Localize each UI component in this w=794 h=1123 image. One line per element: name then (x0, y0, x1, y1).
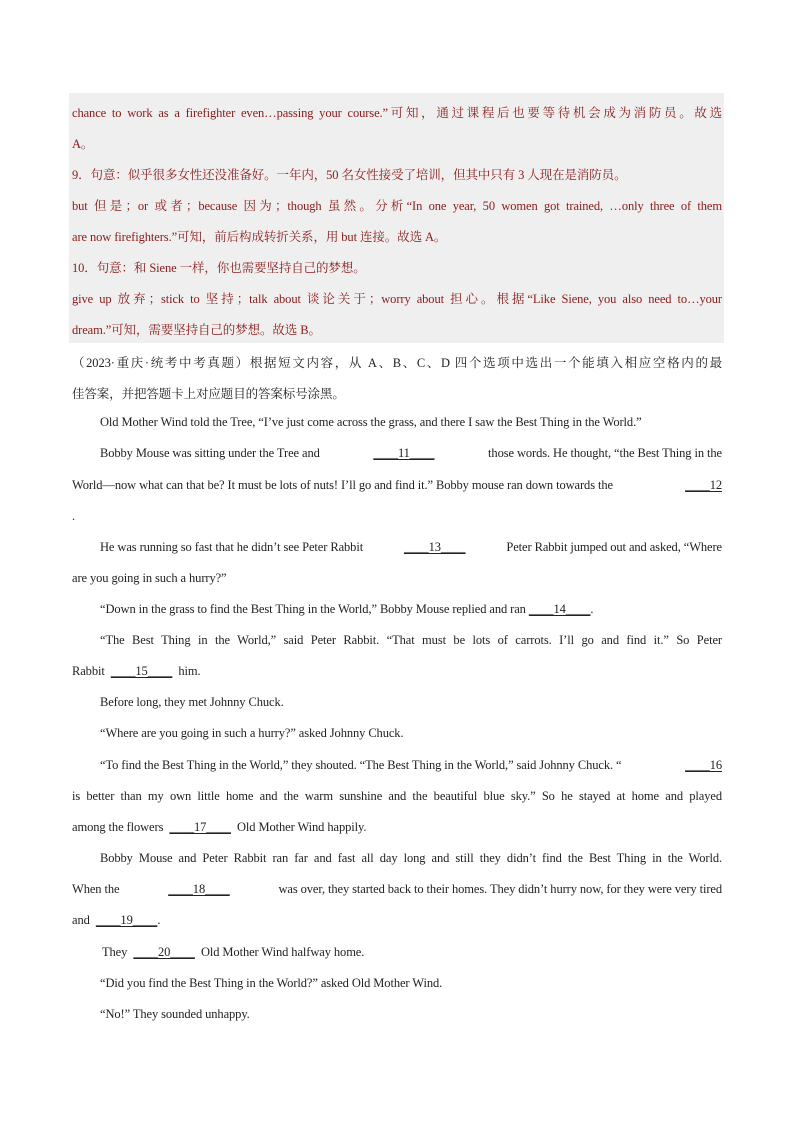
passage-text: Peter Rabbit jumped out and asked, “Where (506, 540, 722, 554)
passage-line (102, 945, 364, 960)
passage-text: “Down in the grass to find the Best Thing in the World,” Bobby Mouse replied and ran (100, 602, 526, 616)
passage-line (72, 664, 201, 679)
passage-text: Rabbit (72, 664, 105, 678)
answer-line: give up 放弃；stick to 坚持；talk about 谈论关于；worry about 担心。根据“Like Siene, you also need to…your (72, 292, 722, 306)
passage-line: . (72, 509, 76, 523)
blank-14: ____14____ (528, 602, 591, 616)
passage-text: was over, they started back to their homes. They didn’t hurry now, for they were very tired (278, 882, 722, 896)
blank-12: ____12 (685, 478, 722, 492)
passage-line (100, 540, 722, 555)
answer-line: 9．句意：似乎很多女性还没准备好。一年内，50 名女性接受了培训，但其中只有 3 人现在是消防员。 (72, 168, 627, 182)
passage-line: “Where are you going in such a hurry?” asked Johnny Chuck. (100, 726, 404, 740)
instruction-line: 佳答案，并把答题卡上对应题目的答案标号涂黑。 (72, 387, 345, 401)
blank-18: ____18____ (168, 882, 230, 896)
passage-line: is better than my own little home and the warm sunshine and the beautiful blue sky.” So he stayed at home and played (72, 789, 722, 803)
passage-line (100, 602, 593, 617)
passage-text: . (590, 602, 594, 616)
answer-line: A。 (72, 137, 94, 151)
blank-11: ____11____ (373, 446, 435, 460)
passage-line: “The Best Thing in the World,” said Peter Rabbit. “That must be lots of carrots. I’ll go and find it.” So Peter (100, 633, 722, 647)
passage-text: World—now what can that be? It must be lots of nuts! I’ll go and find it.” Bobby mouse ran down towards the (72, 478, 613, 492)
passage-text: Old Mother Wind happily. (236, 820, 367, 834)
passage-text: him. (178, 664, 201, 678)
passage-line (100, 758, 722, 773)
answer-line: are now firefighters.”可知，前后构成转折关系，用 but 连接。故选 A。 (72, 230, 447, 244)
answer-line: 10．句意：和 Siene 一样，你也需要坚持自己的梦想。 (72, 261, 366, 275)
blank-17: ____17____ (169, 820, 231, 834)
passage-text: They (102, 945, 128, 959)
passage-text: Bobby Mouse was sitting under the Tree and (100, 446, 320, 460)
blank-20: ____20____ (133, 945, 195, 959)
passage-line: Old Mother Wind told the Tree, “I’ve just come across the grass, and there I saw the Best Thing in the World.” (100, 415, 642, 429)
blank-16: ____16 (685, 758, 722, 772)
blank-19: ____19____ (95, 913, 158, 927)
passage-line: are you going in such a hurry?” (72, 571, 227, 585)
blank-15: ____15____ (110, 664, 173, 678)
passage-text: and (72, 913, 90, 927)
passage-line: Before long, they met Johnny Chuck. (100, 695, 284, 709)
passage-line: “No!” They sounded unhappy. (100, 1007, 250, 1021)
passage-line (72, 478, 722, 493)
passage-text: When the (72, 882, 120, 896)
passage-text: . (157, 913, 161, 927)
passage-line (100, 446, 722, 461)
passage-text: those words. He thought, “the Best Thing in the (488, 446, 722, 460)
instruction-line: （2023·重庆·统考中考真题）根据短文内容，从 A、B、C、D 四个选项中选出一个能填入相应空格内的最 (72, 356, 722, 370)
passage-line: “Did you find the Best Thing in the World?” asked Old Mother Wind. (100, 976, 443, 990)
answer-line: chance to work as a firefighter even…passing your course.”可知，通过课程后也要等待机会成为消防员。故选 (72, 106, 722, 120)
answer-line: dream.”可知，需要坚持自己的梦想。故选 B。 (72, 323, 321, 337)
passage-line (72, 820, 366, 835)
blank-13: ____13____ (403, 540, 466, 554)
answer-line: but 但是；or 或者；because 因为；though 虽然。分析“In one year, 50 women got trained, …only three of them (72, 199, 722, 213)
passage-line (72, 882, 722, 897)
passage-text: “To find the Best Thing in the World,” they shouted. “The Best Thing in the World,” said Johnny Chuck. “ (100, 758, 622, 772)
passage-line (72, 913, 160, 928)
passage-line: Bobby Mouse and Peter Rabbit ran far and fast all day long and still they didn’t find the Best Thing in the World. (100, 851, 722, 865)
passage-text: among the flowers (72, 820, 164, 834)
passage-text: Old Mother Wind halfway home. (200, 945, 365, 959)
passage-text: He was running so fast that he didn’t see Peter Rabbit (100, 540, 364, 554)
